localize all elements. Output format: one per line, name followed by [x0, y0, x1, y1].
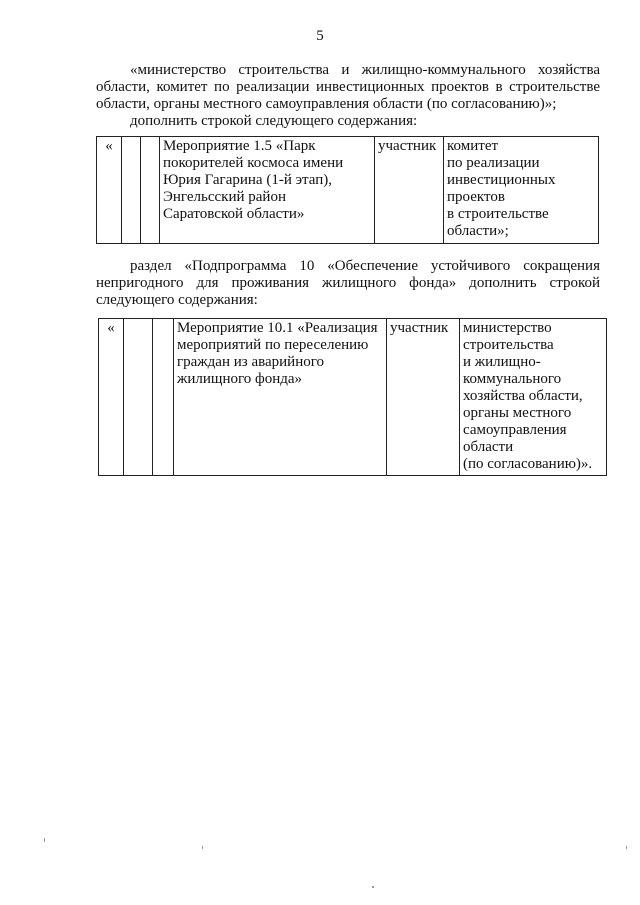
- scan-speck: [202, 846, 203, 849]
- empty-cell: [124, 319, 153, 476]
- cell-line: жилищного фонда»: [177, 371, 303, 387]
- measure-cell: [160, 137, 375, 244]
- cell-line: в строительстве: [447, 206, 549, 222]
- cell-line: по реализации: [447, 155, 540, 171]
- cell-line: самоуправления: [463, 422, 567, 438]
- opening-quote-cell: «: [99, 319, 124, 476]
- cell-line: Мероприятие 10.1 «Реализация: [177, 320, 378, 336]
- cell-line: и жилищно-: [463, 354, 541, 370]
- empty-cell: [141, 137, 160, 244]
- paragraph-add-row-1: [96, 113, 600, 130]
- cell-line: области: [463, 439, 514, 455]
- paragraph-line: следующего содержания:: [96, 292, 258, 308]
- cell-line: проектов: [447, 189, 505, 205]
- cell-line: (по согласованию)».: [463, 456, 593, 472]
- paragraph-line: области, комитет по реализации инвестиционных проектов в строительстве: [96, 79, 600, 95]
- paragraph-line: непригодного для проживания жилищного фонда» дополнить строкой: [96, 275, 600, 291]
- cell-line: мероприятий по переселению: [177, 337, 369, 353]
- cell-line: области»;: [447, 223, 509, 239]
- empty-cell: [122, 137, 141, 244]
- empty-cell: [153, 319, 174, 476]
- cell-line: Юрия Гагарина (1-й этап),: [163, 172, 332, 188]
- measure-cell: [174, 319, 387, 476]
- cell-line: Саратовской области»: [163, 206, 305, 222]
- paragraph-line: раздел «Подпрограмма 10 «Обеспечение устойчивого сокращения: [130, 258, 600, 274]
- paragraph-line: области, органы местного самоуправления области (по согласованию)»;: [96, 96, 557, 112]
- cell-line: министерство: [463, 320, 552, 336]
- cell-line: граждан из аварийного: [177, 354, 325, 370]
- opening-quote-cell: «: [97, 137, 122, 244]
- cell-line: покорителей космоса имени: [163, 155, 344, 171]
- scan-speck: [44, 838, 45, 842]
- executor-cell: [460, 319, 607, 476]
- cell-line: хозяйства области,: [463, 388, 583, 404]
- cell-line: Мероприятие 1.5 «Парк: [163, 138, 316, 154]
- cell-line: комитет: [447, 138, 499, 154]
- paragraph-add-row-text: дополнить строкой следующего содержания:: [130, 113, 418, 129]
- role-cell: участник: [375, 137, 444, 244]
- cell-line: строительства: [463, 337, 554, 353]
- role-cell: участник: [387, 319, 460, 476]
- paragraph-subprogram-10: [96, 258, 600, 309]
- inserted-row-table-2: [98, 318, 607, 476]
- scan-speck: [626, 846, 627, 849]
- scan-speck: [372, 886, 374, 888]
- cell-line: Энгельсский район: [163, 189, 286, 205]
- page-number: 5: [316, 28, 324, 44]
- cell-line: коммунального: [463, 371, 562, 387]
- paragraph-ministry-list: [96, 62, 600, 113]
- paragraph-line: «министерство строительства и жилищно-коммунального хозяйства: [130, 62, 600, 78]
- table-row: [97, 137, 599, 244]
- inserted-row-table-1: [96, 136, 599, 244]
- cell-line: инвестиционных: [447, 172, 556, 188]
- table-row: [99, 319, 607, 476]
- cell-line: органы местного: [463, 405, 572, 421]
- executor-cell: [444, 137, 599, 244]
